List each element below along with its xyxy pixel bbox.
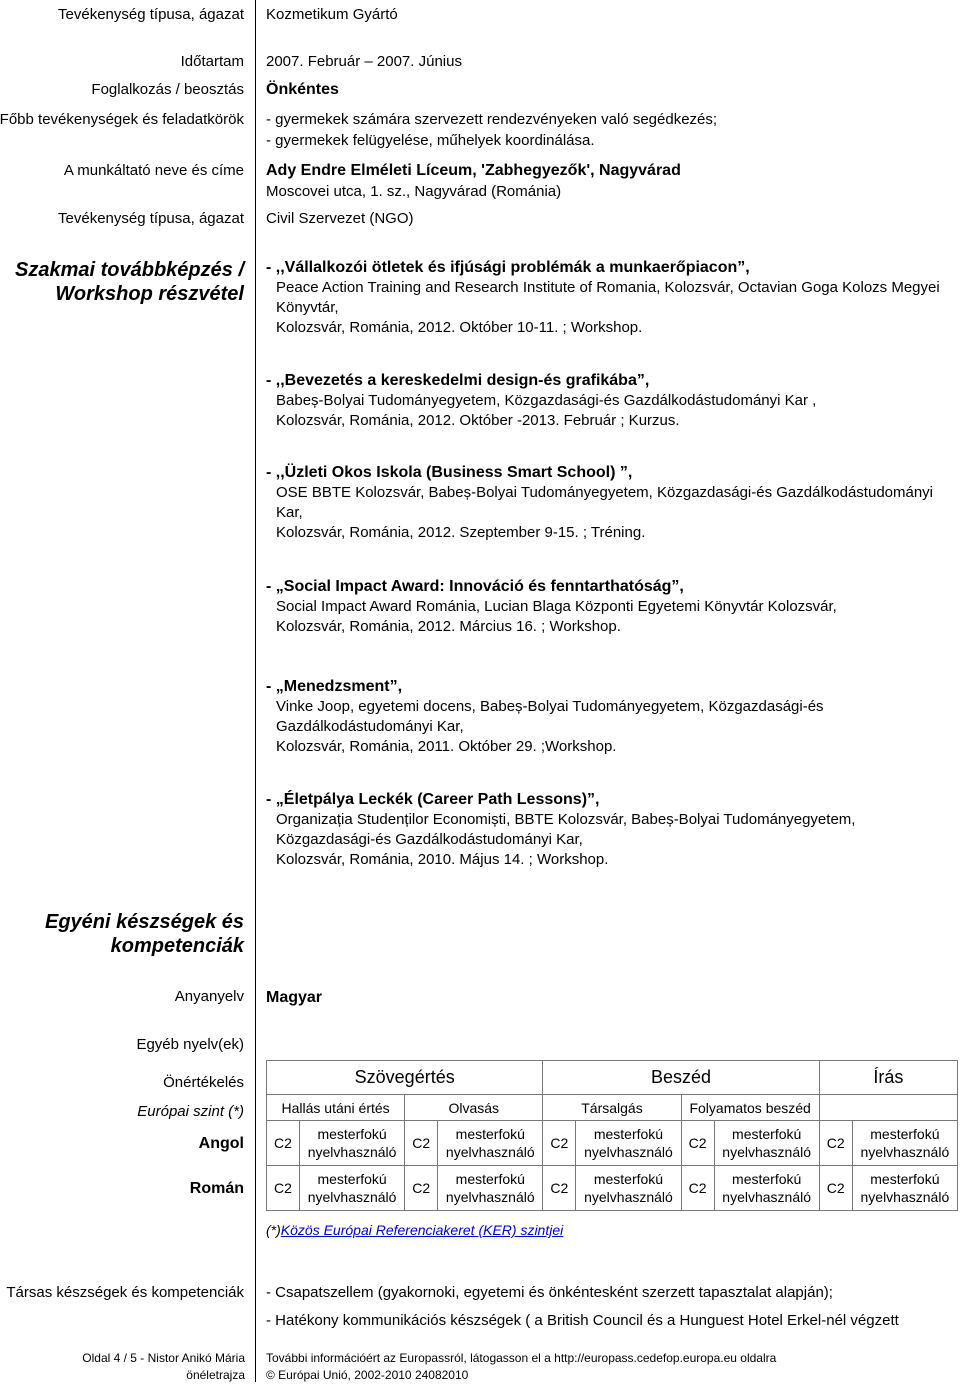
page-number: Oldal 4 / 5 - Nistor Anikó Mária (82, 1351, 245, 1365)
cefr-footnote: (*)Közös Európai Referenciakeret (KER) szintjei (266, 1222, 564, 1238)
training-section-title: Szakmai továbbképzés / Workshop részvétel (15, 259, 244, 305)
subheader: Társalgás (543, 1095, 681, 1121)
skills-section-title: Egyéni készségek és kompetenciák (44, 911, 244, 957)
language-name: Angol (198, 1135, 244, 1152)
training-title: - ,,Üzleti Okos Iskola (Business Smart School) ”, (266, 464, 633, 481)
level-desc: mesterfokú nyelvhasználó (300, 1121, 405, 1166)
level-desc: mesterfokú nyelvhasználó (576, 1166, 681, 1211)
level-code: C2 (405, 1121, 438, 1166)
training-title: - „Menedzsment”, (266, 678, 403, 695)
page-footer-right (266, 1350, 776, 1384)
other-lang-label: Egyéb nyelv(ek) (136, 1036, 244, 1053)
social-skill-item: - Csapatszellem (gyakornoki, egyetemi és önkéntesként szerzett tapasztalat alapján); (266, 1284, 833, 1301)
level-code: C2 (681, 1166, 714, 1211)
self-assessment-label: Önértékelés (163, 1074, 244, 1091)
position-label: Foglalkozás / beosztás (91, 81, 244, 98)
level-desc: mesterfokú nyelvhasználó (438, 1166, 543, 1211)
level-code: C2 (405, 1166, 438, 1211)
employer-name: Ady Endre Elméleti Líceum, 'Zabhegyezők', Nagyvárad (266, 162, 681, 179)
column-divider (255, 0, 256, 1382)
level-code: C2 (681, 1121, 714, 1166)
level-code: C2 (819, 1121, 852, 1166)
sector-label: Tevékenység típusa, ágazat (58, 6, 244, 23)
level-desc: mesterfokú nyelvhasználó (576, 1121, 681, 1166)
mother-tongue-label: Anyanyelv (174, 988, 244, 1005)
duties-label: Főbb tevékenységek és feladatkörök (0, 111, 244, 128)
training-entry: - „Életpálya Leckék (Career Path Lessons)”, Organizația Studenților Economiști, BBTE Kolozsvár, Babeș-Bolyai Tudományegyetem, Közgazdasági-és Gazdálkodástudományi Kar, Kolozsvár, Románia, 2010. Május 14. ; Workshop. (266, 790, 956, 870)
training-entry: - ,,Üzleti Okos Iskola (Business Smart School) ”, OSE BBTE Kolozsvár, Babeș-Bolyai Tudományegyetem, Közgazdasági-és Gazdálkodástudományi Kar, Kolozsvár, Románia, 2012. Szeptember 9-15. ; Tréning. (266, 463, 956, 543)
training-title: - ,,Bevezetés a kereskedelmi design-és grafikába”, (266, 372, 650, 389)
duty-item: - gyermekek számára szervezett rendezvényeken való segédkezés; (266, 111, 718, 128)
language-table (266, 1060, 958, 1211)
page-footer-left: Oldal 4 / 5 - Nistor Anikó Mária önéletrajza (0, 1350, 245, 1384)
copyright: © Európai Unió, 2002-2010 24082010 (266, 1368, 469, 1382)
europass-info: További információért az Europassról, látogasson el a http://europass.cedefop.europa.eu oldalra (266, 1351, 777, 1365)
level-desc: mesterfokú nyelvhasználó (714, 1166, 819, 1211)
sector2-label: Tevékenység típusa, ágazat (58, 210, 244, 227)
header-speaking: Beszéd (543, 1061, 819, 1095)
mother-tongue-value: Magyar (266, 989, 323, 1006)
language-name: Román (189, 1180, 244, 1197)
cefr-link[interactable]: Közös Európai Referenciakeret (KER) szintjei (280, 1222, 564, 1238)
level-code: C2 (267, 1166, 300, 1211)
position-value: Önkéntes (266, 81, 339, 98)
level-desc: mesterfokú nyelvhasználó (300, 1166, 405, 1211)
sector2-value: Civil Szervezet (NGO) (266, 210, 414, 227)
language-row (267, 1121, 958, 1166)
training-entry: - „Social Impact Award: Innováció és fenntarthatóság”, Social Impact Award Románia, Lucian Blaga Központi Egyetemi Könyvtár Kolozsvár, Kolozsvár, Románia, 2012. Március 16. ; Workshop. (266, 577, 956, 637)
training-title: - „Életpálya Leckék (Career Path Lessons)”, (266, 791, 600, 808)
level-desc: mesterfokú nyelvhasználó (852, 1166, 957, 1211)
period-value: 2007. Február – 2007. Június (266, 53, 462, 70)
header-writing: Írás (819, 1061, 957, 1095)
training-entry: - ,,Bevezetés a kereskedelmi design-és grafikába”, Babeș-Bolyai Tudományegyetem, Közgazdasági-és Gazdálkodástudományi Kar , Kolozsvár, Románia, 2012. Október -2013. Február ; Kurzus. (266, 371, 956, 431)
header-understanding: Szövegértés (267, 1061, 543, 1095)
social-skills-label: Társas készségek és kompetenciák (6, 1284, 244, 1301)
social-skill-item: - Hatékony kommunikációs készségek ( a British Council és a Hunguest Hotel Erkel-nél végzett (266, 1312, 899, 1329)
training-title: - ,,Vállalkozói ötletek és ifjúsági problémák a munkaerőpiacon”, (266, 259, 750, 276)
subheader: Folyamatos beszéd (681, 1095, 819, 1121)
language-row (267, 1166, 958, 1211)
training-title: - „Social Impact Award: Innováció és fenntarthatóság”, (266, 578, 684, 595)
level-code: C2 (543, 1121, 576, 1166)
level-desc: mesterfokú nyelvhasználó (852, 1121, 957, 1166)
period-label: Időtartam (180, 53, 244, 70)
level-code: C2 (819, 1166, 852, 1211)
level-desc: mesterfokú nyelvhasználó (438, 1121, 543, 1166)
subheader: Hallás utáni értés (267, 1095, 405, 1121)
subheader: Olvasás (405, 1095, 543, 1121)
level-desc: mesterfokú nyelvhasználó (714, 1121, 819, 1166)
european-level-label: Európai szint (*) (137, 1103, 244, 1120)
level-code: C2 (543, 1166, 576, 1211)
training-entry: - ,,Vállalkozói ötletek és ifjúsági problémák a munkaerőpiacon”, Peace Action Training and Research Institute of Romania, Kolozsvár, Octavian Goga Kolozs Megyei Könyvtár, Kolozsvár, Románia, 2012. Október 10-11. ; Workshop. (266, 258, 956, 338)
sector-value: Kozmetikum Gyártó (266, 6, 398, 23)
training-entry: - „Menedzsment”, Vinke Joop, egyetemi docens, Babeș-Bolyai Tudományegyetem, Közgazdasági-és Gazdálkodástudományi Kar, Kolozsvár, Románia, 2011. Október 29. ;Workshop. (266, 677, 956, 757)
duty-item: - gyermekek felügyelése, műhelyek koordinálása. (266, 132, 595, 149)
employer-label: A munkáltató neve és címe (63, 162, 244, 179)
level-code: C2 (267, 1121, 300, 1166)
employer-address: Moscovei utca, 1. sz., Nagyvárad (Románia) (266, 183, 562, 200)
